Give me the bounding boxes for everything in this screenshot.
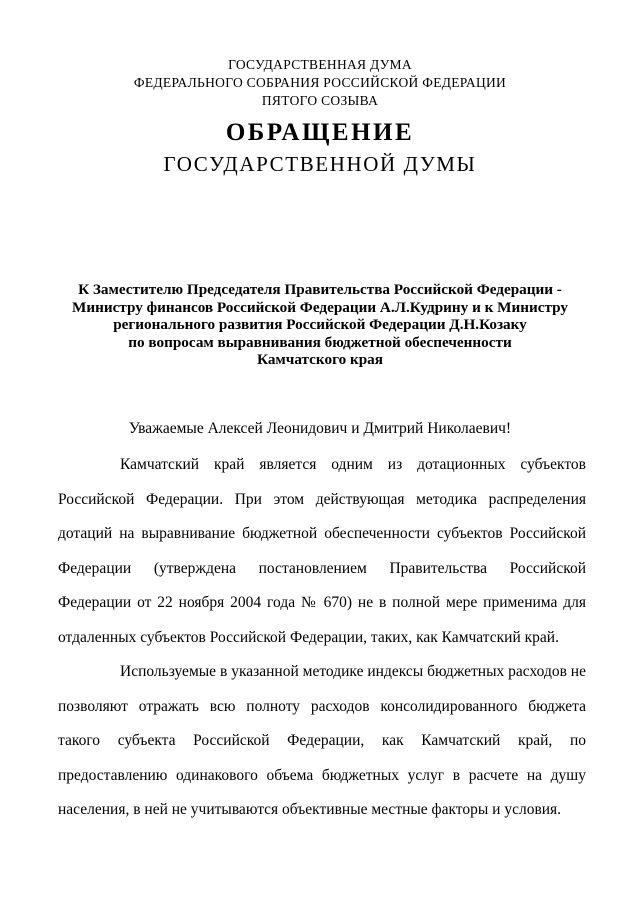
header-federal-assembly: ФЕДЕРАЛЬНОГО СОБРАНИЯ РОССИЙСКОЙ ФЕДЕРАЦИИ [133,75,507,90]
header-duma: ГОСУДАРСТВЕННАЯ ДУМА [228,57,412,72]
salutation: Уважаемые Алексей Леонидович и Дмитрий Николаевич! [128,420,512,437]
addressee-line: К Заместителю Председателя Правительства Российской Федерации - [78,281,562,298]
text-line: Российской Федерации. При этом действующая методика распределения [58,490,586,508]
text-line: такого субъекта Российской Федерации, как Камчатский край, по [58,732,586,750]
text-line: дотаций на выравнивание бюджетной обеспеченности субъектов Российской [58,525,586,543]
addressee-line: по вопросам выравнивания бюджетной обеспеченности [128,333,512,351]
addressee-block [60,281,580,369]
text-line: населения, в ней не учитываются объективные местные факторы и условия. [58,801,562,819]
text-line: позволяют отражать всю полноту расходов консолидированного бюджета [58,697,586,715]
body-paragraph-2 [58,662,586,835]
text-line: Федерации (утверждена постановлением Правительства Российской [58,559,586,577]
addressee-line: Министру финансов Российской Федерации А.Л.Кудрину и к Министру [71,298,568,316]
text-line: Камчатский край является одним из дотационных субъектов [120,456,586,473]
body-paragraph-1 [58,455,586,663]
header-convocation: ПЯТОГО СОЗЫВА [261,93,379,108]
text-line: Федерации от 22 ноября 2004 года № 670) не в полной мере применима для [58,594,586,612]
text-line: Используемые в указанной методике индексы бюджетных расходов не [120,663,586,680]
document-title: ОБРАЩЕНИЕ [225,119,415,146]
text-line: предоставлению одинакового объема бюджетных услуг в расчете на душу [58,766,586,784]
text-line: отдаленных субъектов Российской Федерации, таких, как Камчатский край. [58,628,559,646]
addressee-line: Камчатского края [257,351,383,369]
document-subtitle: ГОСУДАРСТВЕННОЙ ДУМЫ [163,152,477,176]
addressee-line: регионального развития Российской Федерации Д.Н.Козаку [113,316,527,334]
